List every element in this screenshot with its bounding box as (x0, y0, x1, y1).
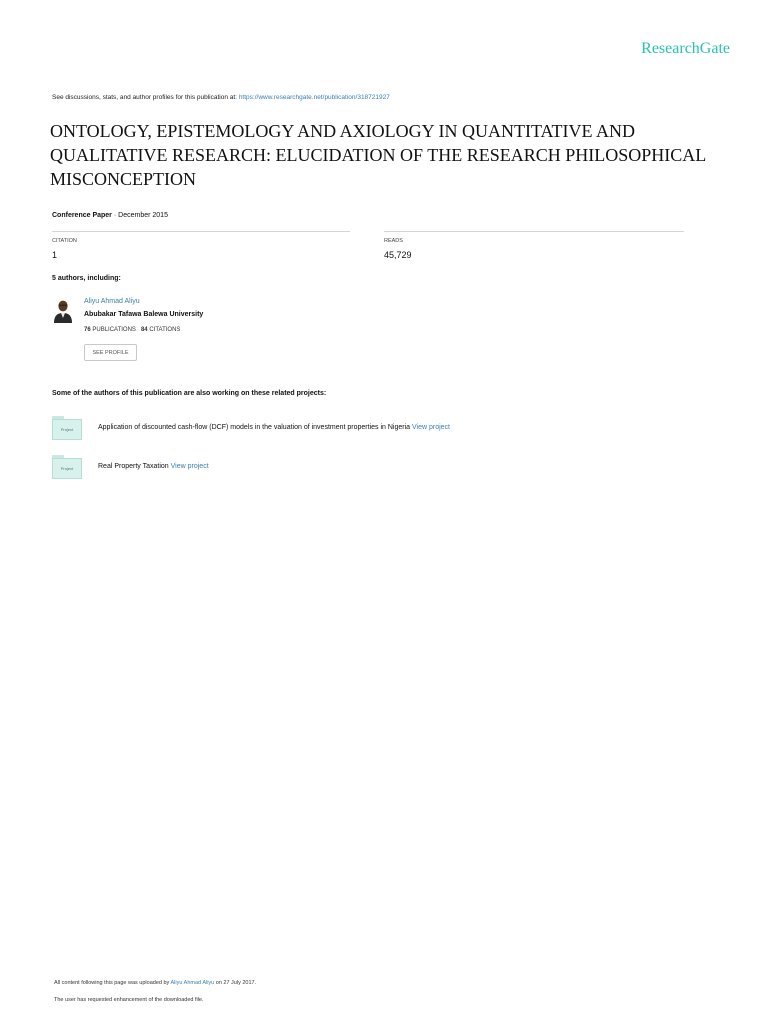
publication-meta (52, 212, 168, 219)
uploader-link[interactable]: Aliyu Ahmad Aliyu (170, 980, 215, 986)
publication-date: December 2015 (118, 212, 168, 219)
upload-prefix: All content following this page was uploaded by (54, 980, 170, 986)
publication-separator: · (111, 212, 119, 219)
project-folder-icon[interactable] (52, 416, 82, 440)
paper-title: ONTOLOGY, EPISTEMOLOGY AND AXIOLOGY IN QUANTITATIVE AND QUALITATIVE RESEARCH: ELUCIDATION OF THE RESEARCH PHILOSOPHICAL MISCONCEPTION (50, 121, 706, 189)
see-profile-button[interactable]: SEE PROFILE (84, 344, 137, 361)
discussion-text: See discussions, stats, and author profiles for this publication at: (52, 94, 237, 101)
project-icon-label: Project (52, 419, 82, 440)
author-stats (84, 327, 180, 333)
project-title: Application of discounted cash-flow (DCF) models in the valuation of investment properties in Nigeria (98, 424, 411, 431)
author-name-link[interactable]: Aliyu Ahmad Aliyu (84, 298, 140, 305)
view-project-link[interactable]: View project (170, 463, 209, 470)
project-folder-icon[interactable] (52, 455, 82, 479)
divider-reads (384, 231, 684, 232)
author-publications-label: PUBLICATIONS (92, 327, 136, 333)
divider-citation (52, 231, 350, 232)
citation-label: CITATION (52, 238, 77, 244)
upload-suffix: on 27 July 2017. (215, 980, 257, 986)
author-institution: Abubakar Tafawa Balewa University (84, 311, 204, 318)
author-avatar[interactable] (52, 297, 74, 323)
publication-type: Conference Paper (52, 212, 112, 219)
reads-value: 45,729 (384, 250, 412, 260)
view-project-link[interactable]: View project (412, 424, 451, 431)
upload-notice (54, 980, 256, 986)
project-item-2 (98, 463, 209, 470)
researchgate-logo[interactable]: ResearchGate (641, 40, 730, 57)
author-citations-label: CITATIONS (149, 327, 181, 333)
publication-url-link[interactable]: https://www.researchgate.net/publication/318721927 (238, 94, 390, 101)
enhancement-note: The user has requested enhancement of the downloaded file. (54, 997, 204, 1003)
discussion-notice (52, 94, 390, 101)
author-publications-count: 76 (84, 327, 91, 333)
reads-label: READS (384, 238, 403, 244)
related-projects-heading: Some of the authors of this publication are also working on these related projects: (52, 390, 327, 397)
citation-value: 1 (52, 250, 58, 260)
project-item-1 (98, 424, 450, 431)
project-title: Real Property Taxation (98, 463, 169, 470)
project-icon-label: Project (52, 458, 82, 479)
author-citations-count: 84 (140, 327, 148, 333)
authors-heading: 5 authors, including: (52, 275, 121, 282)
